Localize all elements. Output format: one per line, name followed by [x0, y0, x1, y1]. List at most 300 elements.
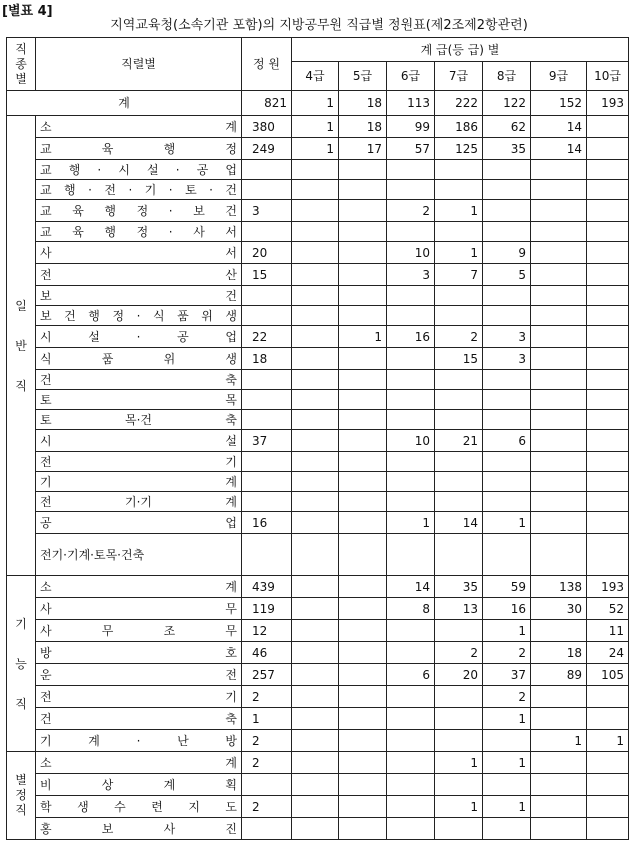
- table-row: [7, 180, 629, 200]
- series-label: 교 육 행 정 · 사 서: [36, 222, 242, 242]
- grade-cell: [387, 452, 435, 472]
- table-row: [7, 430, 629, 452]
- grade-cell: [292, 730, 339, 752]
- grade-cell: 59: [483, 576, 531, 598]
- grade-cell: 16: [387, 326, 435, 348]
- grade-cell: 1: [435, 752, 483, 774]
- grade-cell: [587, 264, 629, 286]
- grade-cell: [483, 534, 531, 576]
- total-grade: 152: [531, 91, 587, 116]
- quota-cell: [242, 370, 292, 390]
- header-series: 직렬별: [36, 38, 242, 91]
- series-label: 기 계 · 난 방: [36, 730, 242, 752]
- grade-cell: 15: [435, 348, 483, 370]
- header-grade: 10급: [587, 62, 629, 91]
- grade-cell: 1: [483, 796, 531, 818]
- grade-cell: [339, 264, 387, 286]
- header-category: [7, 38, 36, 91]
- grade-cell: [435, 390, 483, 410]
- quota-cell: 380: [242, 116, 292, 138]
- grade-cell: [292, 512, 339, 534]
- series-label: 비 상 계 획: [36, 774, 242, 796]
- grade-cell: [483, 390, 531, 410]
- grade-cell: [531, 348, 587, 370]
- table-row: [7, 370, 629, 390]
- grade-cell: [435, 306, 483, 326]
- series-label: 토 목·건 축: [36, 410, 242, 430]
- grade-cell: [587, 774, 629, 796]
- grade-cell: 14: [387, 576, 435, 598]
- grade-cell: 3: [387, 264, 435, 286]
- quota-cell: [242, 492, 292, 512]
- grade-cell: [339, 774, 387, 796]
- table-row: [7, 390, 629, 410]
- quota-cell: 439: [242, 576, 292, 598]
- grade-cell: 9: [483, 242, 531, 264]
- grade-cell: [339, 752, 387, 774]
- grade-cell: [531, 620, 587, 642]
- quota-cell: [242, 286, 292, 306]
- grade-cell: [387, 286, 435, 306]
- grade-cell: [387, 348, 435, 370]
- series-label: 기 계: [36, 472, 242, 492]
- grade-cell: [292, 452, 339, 472]
- series-label: 홍 보 사 진: [36, 818, 242, 840]
- grade-cell: 6: [387, 664, 435, 686]
- grade-cell: [483, 286, 531, 306]
- grade-cell: [292, 620, 339, 642]
- grade-cell: [531, 160, 587, 180]
- grade-cell: [387, 222, 435, 242]
- quota-cell: [242, 534, 292, 576]
- grade-cell: 99: [387, 116, 435, 138]
- table-row: [7, 222, 629, 242]
- series-label: 소 계: [36, 116, 242, 138]
- grade-cell: [435, 180, 483, 200]
- grade-cell: 1: [339, 326, 387, 348]
- grade-cell: [339, 512, 387, 534]
- grade-cell: 1: [435, 200, 483, 222]
- grade-cell: 7: [435, 264, 483, 286]
- grade-cell: [339, 686, 387, 708]
- grade-cell: 1: [292, 138, 339, 160]
- grade-cell: [292, 576, 339, 598]
- grade-cell: 57: [387, 138, 435, 160]
- grade-cell: 30: [531, 598, 587, 620]
- quota-cell: [242, 818, 292, 840]
- grade-cell: [587, 390, 629, 410]
- grade-cell: 52: [587, 598, 629, 620]
- grade-cell: [339, 730, 387, 752]
- appendix-tag: [별표 4]: [2, 4, 53, 19]
- grade-cell: [292, 160, 339, 180]
- series-label: 방 호: [36, 642, 242, 664]
- quota-cell: 12: [242, 620, 292, 642]
- header-quota: 정 원: [242, 38, 292, 91]
- series-label: 전 기: [36, 452, 242, 472]
- grade-cell: [531, 286, 587, 306]
- series-label: 학 생 수 련 지 도: [36, 796, 242, 818]
- table-row: [7, 138, 629, 160]
- grade-cell: [339, 818, 387, 840]
- grade-cell: 6: [483, 430, 531, 452]
- grade-cell: [531, 326, 587, 348]
- grade-cell: [531, 370, 587, 390]
- total-grade: 122: [483, 91, 531, 116]
- grade-cell: [292, 180, 339, 200]
- table-row: [7, 796, 629, 818]
- table-row: [7, 708, 629, 730]
- grade-cell: [531, 222, 587, 242]
- grade-cell: 17: [339, 138, 387, 160]
- grade-cell: [531, 534, 587, 576]
- grade-cell: [387, 730, 435, 752]
- grade-cell: [531, 752, 587, 774]
- header-category-text: 직종별: [15, 41, 27, 86]
- quota-cell: [242, 390, 292, 410]
- grade-cell: [435, 222, 483, 242]
- series-label: 전 산: [36, 264, 242, 286]
- quota-cell: [242, 410, 292, 430]
- series-label: 교 육 행 정 · 보 건: [36, 200, 242, 222]
- grade-cell: [387, 796, 435, 818]
- grade-cell: 13: [435, 598, 483, 620]
- table-row: [7, 286, 629, 306]
- grade-cell: [435, 472, 483, 492]
- grade-cell: [531, 430, 587, 452]
- grade-cell: 1: [292, 116, 339, 138]
- table-row: [7, 306, 629, 326]
- grade-cell: [483, 180, 531, 200]
- grade-cell: [531, 818, 587, 840]
- grade-cell: [339, 796, 387, 818]
- grade-cell: [292, 242, 339, 264]
- total-row: [7, 91, 629, 116]
- grade-cell: [292, 818, 339, 840]
- grade-cell: [339, 390, 387, 410]
- grade-cell: [531, 390, 587, 410]
- grade-cell: [587, 348, 629, 370]
- grade-cell: 62: [483, 116, 531, 138]
- grade-cell: [435, 160, 483, 180]
- grade-cell: 11: [587, 620, 629, 642]
- table-row: [7, 752, 629, 774]
- total-grade: 1: [292, 91, 339, 116]
- grade-cell: 20: [435, 664, 483, 686]
- grade-cell: [339, 664, 387, 686]
- quota-cell: 2: [242, 686, 292, 708]
- grade-cell: [483, 410, 531, 430]
- grade-cell: [292, 472, 339, 492]
- table-row: [7, 686, 629, 708]
- grade-cell: [387, 534, 435, 576]
- series-label: 전 기·기 계: [36, 492, 242, 512]
- grade-cell: [339, 708, 387, 730]
- grade-cell: [292, 664, 339, 686]
- total-grade: 18: [339, 91, 387, 116]
- grade-cell: [339, 472, 387, 492]
- grade-cell: [387, 752, 435, 774]
- grade-cell: [292, 200, 339, 222]
- series-label: 사 서: [36, 242, 242, 264]
- grade-cell: [587, 472, 629, 492]
- series-label: 시 설 · 공 업: [36, 326, 242, 348]
- grade-cell: [483, 200, 531, 222]
- grade-cell: 1: [483, 752, 531, 774]
- quota-cell: 3: [242, 200, 292, 222]
- grade-cell: [587, 160, 629, 180]
- table-row: [7, 664, 629, 686]
- grade-cell: [587, 326, 629, 348]
- grade-cell: 5: [483, 264, 531, 286]
- quota-cell: [242, 306, 292, 326]
- grade-cell: [587, 452, 629, 472]
- grade-cell: [531, 796, 587, 818]
- grade-cell: [339, 430, 387, 452]
- grade-cell: [531, 708, 587, 730]
- table-row: [7, 512, 629, 534]
- grade-cell: [531, 180, 587, 200]
- table-row: [7, 326, 629, 348]
- grade-cell: 193: [587, 576, 629, 598]
- table-row: [7, 730, 629, 752]
- grade-cell: [435, 708, 483, 730]
- grade-cell: 1: [483, 708, 531, 730]
- total-grade: 113: [387, 91, 435, 116]
- document-title: 지역교육청(소속기관 포함)의 지방공무원 직급별 정원표(제2조제2항관련): [110, 18, 528, 33]
- grade-cell: 18: [531, 642, 587, 664]
- grade-cell: [531, 264, 587, 286]
- grade-cell: [587, 138, 629, 160]
- grade-cell: 2: [435, 326, 483, 348]
- quota-cell: 2: [242, 796, 292, 818]
- table-row: [7, 200, 629, 222]
- grade-cell: [587, 410, 629, 430]
- grade-cell: [531, 306, 587, 326]
- quota-cell: [242, 222, 292, 242]
- quota-cell: 249: [242, 138, 292, 160]
- quota-cell: 16: [242, 512, 292, 534]
- category-cell: 별 정 직: [7, 752, 36, 840]
- grade-cell: [339, 242, 387, 264]
- grade-cell: 186: [435, 116, 483, 138]
- grade-cell: 35: [483, 138, 531, 160]
- header-grade: 5급: [339, 62, 387, 91]
- grade-cell: 10: [387, 242, 435, 264]
- table-row: [7, 348, 629, 370]
- grade-cell: [435, 620, 483, 642]
- grade-cell: [387, 686, 435, 708]
- quota-cell: 46: [242, 642, 292, 664]
- grade-cell: [531, 410, 587, 430]
- grade-cell: [587, 430, 629, 452]
- grade-cell: 14: [435, 512, 483, 534]
- grade-cell: [292, 642, 339, 664]
- grade-cell: [435, 286, 483, 306]
- grade-cell: 14: [531, 138, 587, 160]
- grade-cell: 1: [387, 512, 435, 534]
- grade-cell: 138: [531, 576, 587, 598]
- grade-cell: 125: [435, 138, 483, 160]
- grade-cell: [587, 818, 629, 840]
- grade-cell: [339, 200, 387, 222]
- grade-cell: [531, 200, 587, 222]
- quota-cell: 22: [242, 326, 292, 348]
- grade-cell: 2: [483, 642, 531, 664]
- grade-cell: [292, 390, 339, 410]
- total-grade: 222: [435, 91, 483, 116]
- grade-cell: [587, 286, 629, 306]
- quota-cell: 20: [242, 242, 292, 264]
- grade-cell: [292, 686, 339, 708]
- table-row: [7, 410, 629, 430]
- grade-cell: [587, 708, 629, 730]
- quota-cell: 2: [242, 752, 292, 774]
- grade-cell: [339, 598, 387, 620]
- grade-cell: [292, 796, 339, 818]
- table-row: [7, 534, 629, 576]
- grade-cell: 16: [483, 598, 531, 620]
- header-grade: 6급: [387, 62, 435, 91]
- grade-cell: 18: [339, 116, 387, 138]
- grade-cell: [339, 642, 387, 664]
- grade-cell: [292, 410, 339, 430]
- grade-cell: [483, 160, 531, 180]
- grade-cell: [339, 160, 387, 180]
- grade-cell: [387, 472, 435, 492]
- grade-cell: [339, 370, 387, 390]
- table-row: [7, 242, 629, 264]
- grade-cell: [587, 512, 629, 534]
- grade-cell: [435, 452, 483, 472]
- grade-cell: [531, 512, 587, 534]
- grade-cell: 1: [435, 796, 483, 818]
- grade-cell: [292, 430, 339, 452]
- grade-cell: 14: [531, 116, 587, 138]
- grade-cell: [587, 370, 629, 390]
- quota-cell: [242, 472, 292, 492]
- grade-cell: [339, 576, 387, 598]
- grade-cell: 1: [587, 730, 629, 752]
- grade-cell: 8: [387, 598, 435, 620]
- series-label: 건 축: [36, 708, 242, 730]
- grade-cell: [587, 492, 629, 512]
- series-label: 소 계: [36, 752, 242, 774]
- grade-cell: [387, 180, 435, 200]
- series-label: 식 품 위 생: [36, 348, 242, 370]
- series-label: 공 업: [36, 512, 242, 534]
- grade-cell: 2: [387, 200, 435, 222]
- header-grade: 8급: [483, 62, 531, 91]
- grade-cell: [483, 730, 531, 752]
- table-row: [7, 576, 629, 598]
- grade-cell: 1: [483, 620, 531, 642]
- grade-cell: [531, 242, 587, 264]
- grade-cell: [483, 774, 531, 796]
- grade-cell: [292, 286, 339, 306]
- grade-cell: [292, 348, 339, 370]
- quota-cell: 37: [242, 430, 292, 452]
- grade-cell: [587, 306, 629, 326]
- grade-cell: [587, 116, 629, 138]
- grade-cell: 37: [483, 664, 531, 686]
- grade-cell: [483, 306, 531, 326]
- grade-cell: 1: [531, 730, 587, 752]
- grade-cell: [587, 222, 629, 242]
- grade-cell: [435, 410, 483, 430]
- grade-cell: [339, 492, 387, 512]
- total-label: 계: [7, 91, 242, 116]
- grade-cell: [339, 222, 387, 242]
- grade-cell: 105: [587, 664, 629, 686]
- grade-cell: [483, 472, 531, 492]
- grade-cell: 89: [531, 664, 587, 686]
- grade-cell: [531, 774, 587, 796]
- category-cell: 일 반 직: [7, 116, 36, 576]
- quota-cell: 119: [242, 598, 292, 620]
- grade-cell: [292, 492, 339, 512]
- grade-cell: [292, 370, 339, 390]
- quota-cell: [242, 452, 292, 472]
- grade-cell: [339, 286, 387, 306]
- category-cell: 기 능 직: [7, 576, 36, 752]
- quota-cell: 257: [242, 664, 292, 686]
- grade-cell: [435, 774, 483, 796]
- grade-cell: [587, 200, 629, 222]
- table-row: [7, 620, 629, 642]
- staffing-table: [6, 37, 629, 840]
- grade-cell: [587, 686, 629, 708]
- grade-cell: [339, 534, 387, 576]
- table-row: [7, 598, 629, 620]
- grade-cell: [435, 492, 483, 512]
- series-label: 전 기: [36, 686, 242, 708]
- header-grades-group: 계 급(등 급) 별: [292, 38, 629, 62]
- grade-cell: [339, 348, 387, 370]
- grade-cell: [483, 370, 531, 390]
- grade-cell: [339, 620, 387, 642]
- grade-cell: [435, 730, 483, 752]
- grade-cell: [339, 180, 387, 200]
- table-row: [7, 818, 629, 840]
- series-label: 교 행 · 시 설 · 공 업: [36, 160, 242, 180]
- series-label: 전기·기계·토목·건축: [36, 534, 242, 576]
- grade-cell: 24: [587, 642, 629, 664]
- grade-cell: [387, 306, 435, 326]
- grade-cell: 2: [435, 642, 483, 664]
- grade-cell: [292, 708, 339, 730]
- series-label: 건 축: [36, 370, 242, 390]
- grade-cell: [292, 326, 339, 348]
- table-row: [7, 452, 629, 472]
- table-row: [7, 116, 629, 138]
- grade-cell: 1: [483, 512, 531, 534]
- grade-cell: [387, 642, 435, 664]
- grade-cell: [483, 818, 531, 840]
- grade-cell: 3: [483, 348, 531, 370]
- series-label: 교 행 · 전 · 기 · 토 · 건: [36, 180, 242, 200]
- grade-cell: [587, 534, 629, 576]
- grade-cell: [387, 774, 435, 796]
- total-grade: 193: [587, 91, 629, 116]
- grade-cell: [531, 686, 587, 708]
- grade-cell: 1: [435, 242, 483, 264]
- grade-cell: [531, 452, 587, 472]
- total-quota: 821: [242, 91, 292, 116]
- grade-cell: 10: [387, 430, 435, 452]
- quota-cell: [242, 774, 292, 796]
- table-row: [7, 472, 629, 492]
